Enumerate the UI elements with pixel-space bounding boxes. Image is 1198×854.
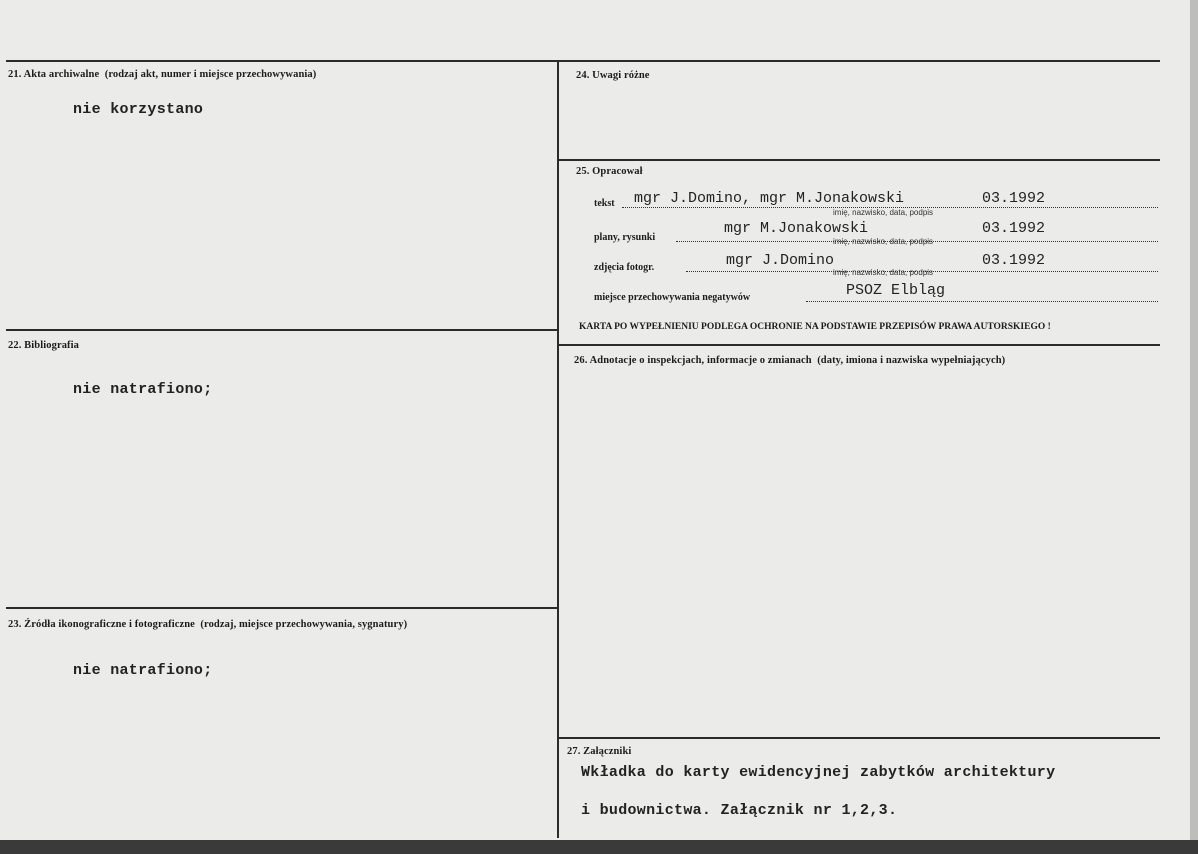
- row-text-name: mgr J.Domino, mgr M.Jonakowski: [634, 190, 905, 207]
- section-21-title: [8, 69, 316, 80]
- row-text-date: 03.1992: [982, 190, 1046, 207]
- section-27-title: 27. Załączniki: [567, 746, 632, 757]
- row-text-hint: imię, nazwisko, data, podpis: [833, 208, 934, 217]
- negatives-label: miejsce przechowywania negatywów: [594, 292, 751, 303]
- top-rule: [6, 60, 1160, 62]
- row-photos-label: zdjęcia fotogr.: [594, 262, 655, 273]
- negatives-value: PSOZ Elbląg: [846, 282, 946, 299]
- page-edge-bottom: [0, 840, 1198, 854]
- rule-21-22: [6, 329, 558, 331]
- row-plans-name: mgr M.Jonakowski: [724, 220, 869, 237]
- section-26-title: [574, 355, 1005, 366]
- section-26-subtitle: (daty, imiona i nazwiska wypełniających): [817, 355, 1006, 366]
- section-24-title: 24. Uwagi różne: [576, 70, 650, 81]
- section-23-title: [8, 619, 407, 630]
- row-plans-hint: imię, nazwisko, data, podpis: [833, 237, 934, 246]
- row-plans-date: 03.1992: [982, 220, 1046, 237]
- section-23-subtitle: (rodzaj, miejsce przechowywania, sygnatury): [200, 619, 408, 630]
- row-photos-name: mgr J.Domino: [726, 252, 835, 269]
- section-25-title: 25. Opracował: [576, 166, 643, 177]
- row-photos-hint: imię, nazwisko, data, podpis: [833, 268, 934, 277]
- section-22-title: 22. Bibliografia: [8, 340, 80, 351]
- rule-24-25: [558, 159, 1160, 161]
- section-21-heading: 21. Akta archiwalne: [8, 69, 100, 80]
- row-plans-label: plany, rysunki: [594, 232, 656, 243]
- section-23-heading: 23. Źródła ikonograficzne i fotograficzne: [8, 619, 195, 630]
- section-23-value: nie natrafiono;: [73, 662, 213, 679]
- rule-25-26: [558, 344, 1160, 346]
- negatives-dotline: [806, 301, 1158, 302]
- attachments-line-1: Wkładka do karty ewidencyjnej zabytków architektury: [581, 764, 1056, 781]
- page-edge-right: [1190, 0, 1198, 854]
- attachments-line-2: i budownictwa. Załącznik nr 1,2,3.: [581, 802, 898, 819]
- section-22-value: nie natrafiono;: [73, 381, 213, 398]
- rule-22-23: [6, 607, 558, 609]
- section-26-heading: 26. Adnotacje o inspekcjach, informacje o zmianach: [574, 355, 812, 366]
- section-21-subtitle: (rodzaj akt, numer i miejsce przechowywania): [104, 69, 317, 80]
- rule-26-27: [558, 737, 1160, 739]
- column-divider: [557, 60, 559, 838]
- row-photos-date: 03.1992: [982, 252, 1046, 269]
- row-text-label: tekst: [594, 198, 615, 209]
- section-21-value: nie korzystano: [73, 101, 204, 118]
- copyright-warning: KARTA PO WYPEŁNIENIU PODLEGA OCHRONIE NA PODSTAWIE PRZEPISÓW PRAWA AUTORSKIEGO !: [579, 322, 1051, 332]
